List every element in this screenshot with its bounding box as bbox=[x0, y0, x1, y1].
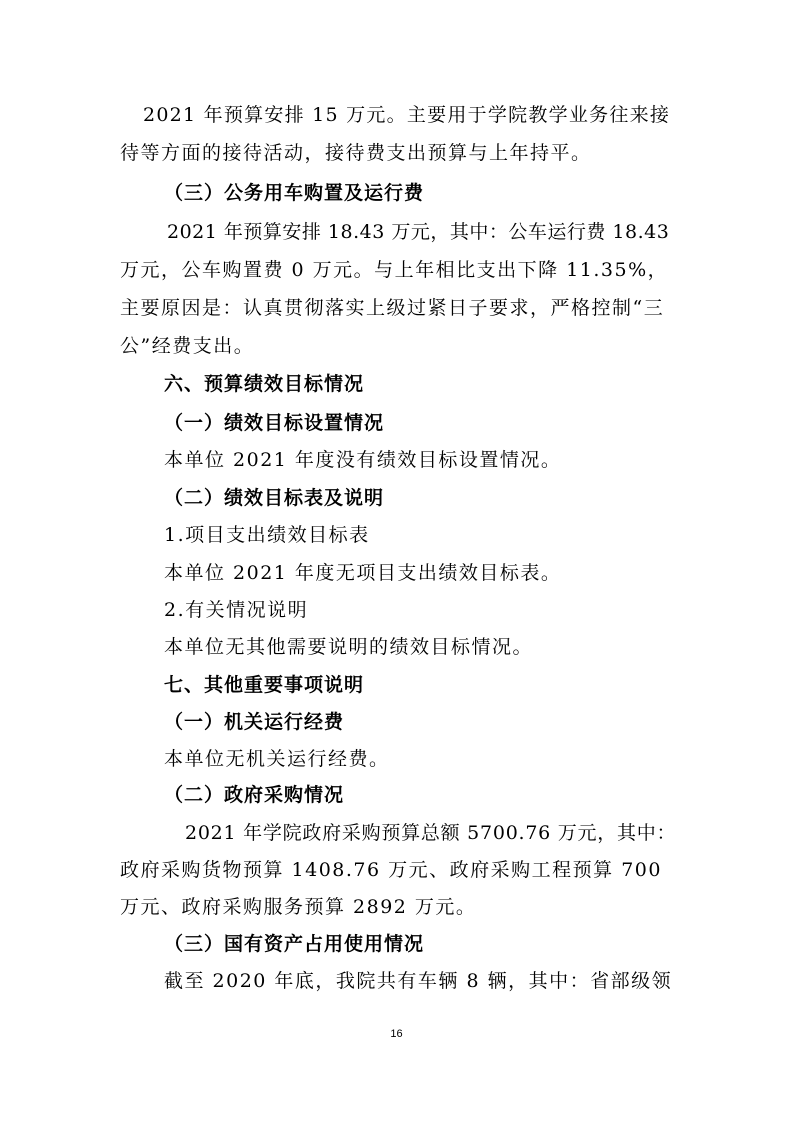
paragraph-line: 万元，公车购置费 0 万元。与上年相比支出下降 11.35%， bbox=[120, 259, 669, 281]
paragraph-line: 待等方面的接待活动，接待费支出预算与上年持平。 bbox=[120, 142, 592, 164]
paragraph-line: 2021 年预算安排 15 万元。主要用于学院教学业务往来接 bbox=[143, 104, 671, 126]
paragraph-line: 本单位 2021 年度没有绩效目标设置情况。 bbox=[164, 449, 562, 471]
paragraph-line: 截至 2020 年底，我院共有车辆 8 辆，其中：省部级领 bbox=[164, 970, 673, 992]
section-heading: （三）公务用车购置及运行费 bbox=[164, 182, 425, 204]
chapter-heading: 六、预算绩效目标情况 bbox=[164, 373, 365, 395]
section-heading: （三）国有资产占用使用情况 bbox=[164, 933, 425, 955]
paragraph-line: 本单位无机关运行经费。 bbox=[164, 748, 390, 770]
paragraph-line: 主要原因是：认真贯彻落实上级过紧日子要求，严格控制“三 bbox=[120, 297, 665, 319]
page-number: 16 bbox=[390, 1028, 403, 1040]
chapter-heading: 七、其他重要事项说明 bbox=[164, 674, 365, 696]
section-heading: （一）机关运行经费 bbox=[164, 711, 345, 733]
paragraph-line: 2021 年预算安排 18.43 万元，其中：公车运行费 18.43 bbox=[167, 221, 670, 243]
paragraph-line: 2.有关情况说明 bbox=[164, 599, 309, 621]
section-heading: （二）绩效目标表及说明 bbox=[164, 487, 385, 509]
paragraph-line: 公”经费支出。 bbox=[120, 335, 255, 357]
paragraph-line: 1.项目支出绩效目标表 bbox=[164, 524, 370, 546]
paragraph-line: 万元、政府采购服务预算 2892 万元。 bbox=[120, 896, 477, 918]
paragraph-line: 2021 年学院政府采购预算总额 5700.76 万元，其中： bbox=[185, 822, 677, 844]
paragraph-line: 政府采购货物预算 1408.76 万元、政府采购工程预算 700 bbox=[120, 859, 662, 881]
section-heading: （一）绩效目标设置情况 bbox=[164, 412, 385, 434]
paragraph-line: 本单位 2021 年度无项目支出绩效目标表。 bbox=[164, 562, 562, 584]
paragraph-line: 本单位无其他需要说明的绩效目标情况。 bbox=[164, 636, 534, 658]
section-heading: （二）政府采购情况 bbox=[164, 784, 345, 806]
